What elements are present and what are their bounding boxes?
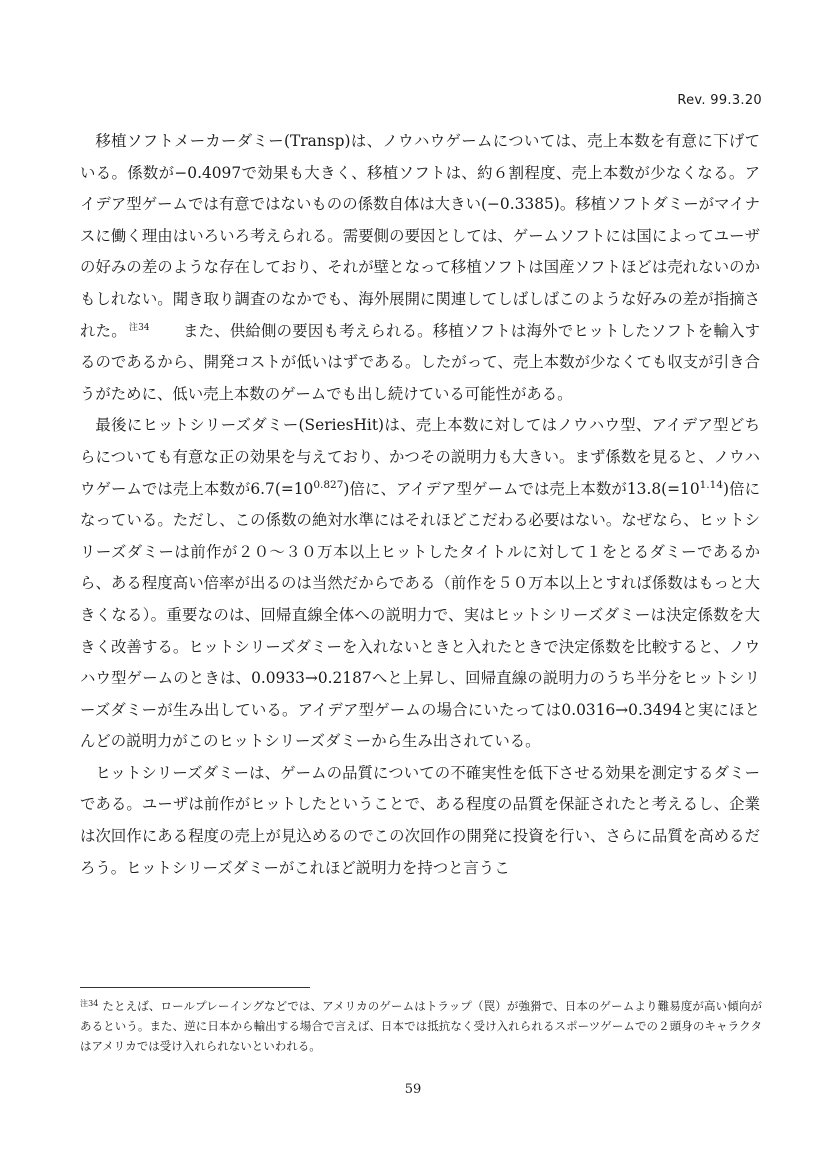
footnote [80, 996, 762, 1056]
body-text [80, 126, 760, 884]
paragraph-2-text-b: )倍に、アイデア型ゲームでは売上本数が13.8(=10 [343, 479, 700, 498]
paragraph-3 [80, 758, 760, 884]
paragraph-2 [80, 410, 760, 758]
footnote-reference: 注34 [128, 322, 150, 333]
footnote-text: たとえば、ロールプレーイングなどでは、アメリカのゲームはトラップ（罠）が強猾で、日本のゲームより難易度が高い傾向があるという。また、逆に日本から輸出する場合で言えば、日本では抵抗なく受け入れられるスポーツゲームでの２頭身のキャラクタはアメリカでは受け入れられないといわれる。 [80, 999, 762, 1053]
paragraph-1-text-a: 移植ソフトメーカーダミー(Transp)は、ノウハウゲームについては、売上本数を有意に下げている。係数が−0.4097で効果も大きく、移植ソフトは、約６割程度、売上本数が少なくなる。アイデア型ゲームでは有意ではないものの係数自体は大きい(−0.3385)。移植ソフトダミーがマイナスに働く理由はいろいろ考えられる。需要側の要因としては、ゲームソフトには国によってユーザの好みの差のような存在しており、それが壁となって移植ソフトは国産ソフトほどは売れないのかもしれない。聞き取り調査のなかでも、海外展開に関連してしばしばこのような好みの差が指摘された。 [80, 132, 760, 340]
paragraph-1 [80, 126, 760, 410]
paragraph-1-text-b: また、供給側の要因も考えられる。移植ソフトは海外でヒットしたソフトを輸入するのであるから、開発コストが低いはずである。したがって、売上本数が少なくても収支が引き合うがために、低い売上本数のゲームでも出し続けている可能性がある。 [80, 321, 760, 403]
paragraph-3-text-a: ヒットシリーズダミーは、ゲームの品質についての不確実性を低下させる効果を測定するダミーである。ユーザは前作がヒットしたということで、ある程度の品質を保証されたと考えるし、企業は次回作にある程度の売上が見込めるのでこの次回作の開発に投資を行い、さらに品質を高めるだろう。ヒットシリーズダミーがこれほど説明力を持つと言うこ [80, 763, 760, 877]
revision-label: Rev. 99.3.20 [677, 93, 762, 108]
exponent-2: 1.14 [699, 478, 724, 491]
footnote-divider [80, 987, 310, 988]
paragraph-2-text-a: 最後にヒットシリーズダミー(SeriesHit)は、売上本数に対してはノウハウ型、アイデア型どちらについても有意な正の効果を与えており、かつその説明力も大きい。まず係数を見ると、ノウハウゲームでは売上本数が6.7(=10 [80, 416, 760, 498]
footnote-mark: 注34 [80, 999, 99, 1008]
page-number: 59 [404, 1082, 422, 1097]
exponent-1: 0.827 [313, 478, 344, 491]
paragraph-2-text-c: )倍になっている。ただし、この係数の絶対水準にはそれほどこだわる必要はない。なぜなら、ヒットシリーズダミーは前作が２０〜３０万本以上ヒットしたタイトルに対して１をとるダミーであるから、ある程度高い倍率が出るのは当然だからである（前作を５０万本以上とすれば係数はもっと大きくなる）。重要なのは、回帰直線全体への説明力で、実はヒットシリーズダミーは決定係数を大きく改善する。ヒットシリーズダミーを入れないときと入れたときで決定係数を比較すると、ノウハウ型ゲームのときは、0.0933→0.2187へと上昇し、回帰直線の説明力のうち半分をヒットシリーズダミーが生み出している。アイデア型ゲームの場合にいたっては0.0316→0.3494と実にほとんどの説明力がこのヒットシリーズダミーから生み出されている。 [80, 479, 760, 751]
